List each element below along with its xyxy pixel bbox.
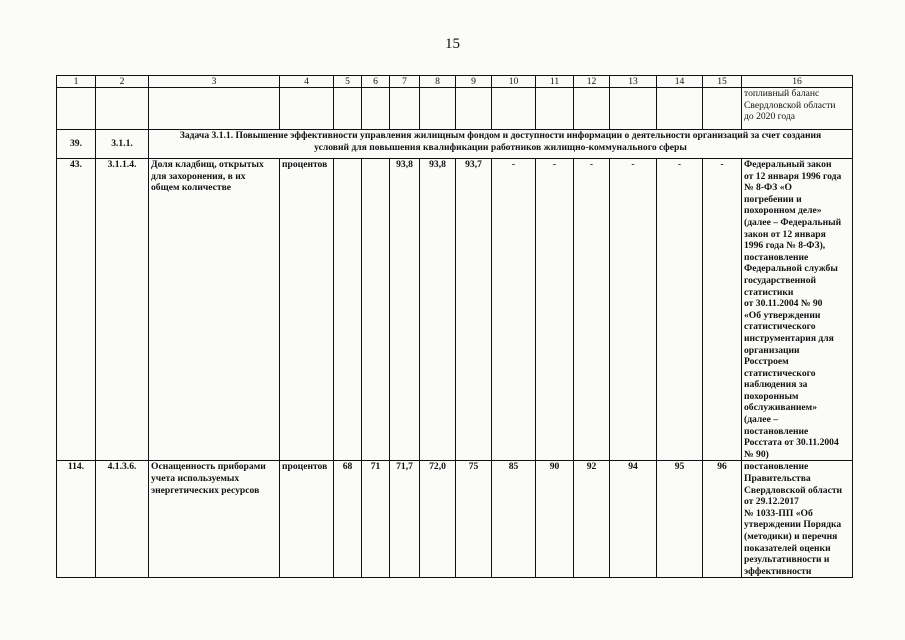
row-number: 43. — [57, 159, 96, 461]
value-col-12: - — [574, 159, 610, 461]
continuation-source: топливный баланс Свердловской области до 2020 года — [742, 88, 853, 130]
value-col-9: 75 — [456, 461, 492, 578]
col-8-header: 8 — [420, 76, 456, 88]
indicator-name: Доля кладбищ, открытых для захоронения, в их общем количестве — [149, 159, 280, 461]
value-col-11: - — [536, 159, 574, 461]
table-row-indicator-114 — [57, 461, 853, 578]
row-code: 3.1.1.4. — [96, 159, 149, 461]
value-col-6 — [362, 159, 390, 461]
value-col-5: 68 — [334, 461, 362, 578]
col-11-header: 11 — [536, 76, 574, 88]
value-col-15: - — [703, 159, 742, 461]
table-row-task — [57, 130, 853, 159]
task-title: Задача 3.1.1. Повышение эффективности управления жилищным фондом и доступности информации о деятельности организаций за счет создания условий для повышения квалификации работников жилищно-коммунального сферы — [149, 130, 853, 159]
col-13-header: 13 — [610, 76, 657, 88]
col-1-header: 1 — [57, 76, 96, 88]
value-col-5 — [334, 159, 362, 461]
col-2-header: 2 — [96, 76, 149, 88]
source-document: постановление Правительства Свердловской области от 29.12.2017 № 1033-ПП «Об утверждении Порядка (методики) и перечня показателей оценки результативности и эффективности — [742, 461, 853, 578]
value-col-9: 93,7 — [456, 159, 492, 461]
col-12-header: 12 — [574, 76, 610, 88]
value-col-7: 71,7 — [390, 461, 420, 578]
value-col-13: - — [610, 159, 657, 461]
value-col-13: 94 — [610, 461, 657, 578]
value-col-6: 71 — [362, 461, 390, 578]
value-col-10: - — [492, 159, 536, 461]
value-col-11: 90 — [536, 461, 574, 578]
column-number-row — [57, 76, 853, 88]
col-10-header: 10 — [492, 76, 536, 88]
value-col-14: 95 — [657, 461, 703, 578]
value-col-15: 96 — [703, 461, 742, 578]
row-number: 39. — [57, 130, 96, 159]
value-col-8: 93,8 — [420, 159, 456, 461]
page-number: 15 — [445, 36, 460, 52]
unit: процентов — [280, 461, 334, 578]
value-col-7: 93,8 — [390, 159, 420, 461]
col-3-header: 3 — [149, 76, 280, 88]
col-16-header: 16 — [742, 76, 853, 88]
table-row-continuation — [57, 88, 853, 130]
value-col-8: 72,0 — [420, 461, 456, 578]
col-7-header: 7 — [390, 76, 420, 88]
value-col-12: 92 — [574, 461, 610, 578]
col-14-header: 14 — [657, 76, 703, 88]
row-code: 4.1.3.6. — [96, 461, 149, 578]
col-6-header: 6 — [362, 76, 390, 88]
row-number: 114. — [57, 461, 96, 578]
col-5-header: 5 — [334, 76, 362, 88]
unit: процентов — [280, 159, 334, 461]
col-4-header: 4 — [280, 76, 334, 88]
value-col-14: - — [657, 159, 703, 461]
value-col-10: 85 — [492, 461, 536, 578]
source-document: Федеральный закон от 12 января 1996 года № 8-ФЗ «О погребении и похоронном деле» (далее – Федеральный закон от 12 января 1996 года № 8-ФЗ), постановление Федеральной службы государственной статистики от 30.11.2004 № 90 «Об утверждении статистического инструментария для организации Росстроем статистического наблюдения за похоронным обслуживанием» (далее – постановление Росстата от 30.11.2004 № 90) — [742, 159, 853, 461]
indicator-name: Оснащенность приборами учета используемых энергетических ресурсов — [149, 461, 280, 578]
col-9-header: 9 — [456, 76, 492, 88]
row-code: 3.1.1. — [96, 130, 149, 159]
col-15-header: 15 — [703, 76, 742, 88]
table-row-indicator-43 — [57, 159, 853, 461]
indicator-table — [56, 75, 853, 578]
